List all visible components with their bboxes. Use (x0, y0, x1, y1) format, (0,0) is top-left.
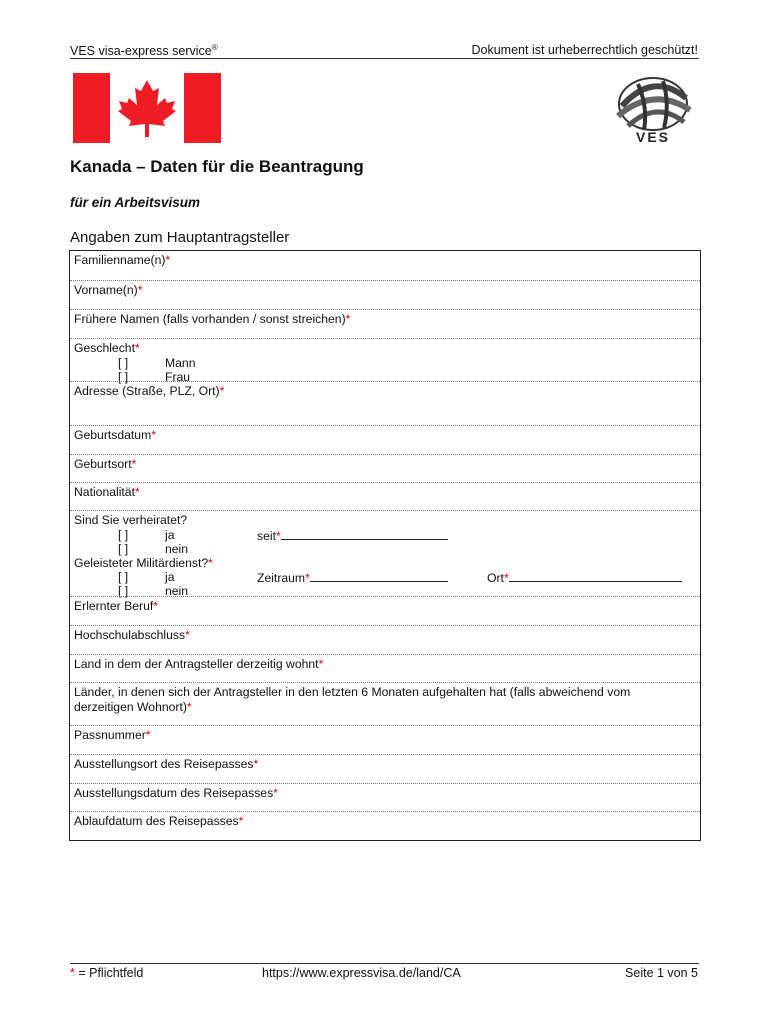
gender-male-checkbox[interactable]: [ ] (118, 355, 129, 370)
gender-female-label: Frau (165, 369, 191, 384)
footer-url[interactable]: https://www.expressvisa.de/land/CA (262, 966, 461, 980)
field-gender: Geschlecht* [ ] Mann [ ] Frau (70, 338, 700, 381)
applicant-form (69, 250, 701, 841)
field-surname[interactable]: Familienname(n)* (74, 253, 171, 267)
military-no-checkbox[interactable]: [ ] (118, 584, 129, 598)
footer-page-number: Seite 1 von 5 (625, 966, 698, 980)
header-company: VES visa-express service® (70, 43, 218, 59)
gender-female-checkbox[interactable]: [ ] (118, 369, 129, 384)
field-country-residence[interactable]: Land in dem der Antragsteller derzeitig wohnt* (70, 654, 700, 682)
field-firstname[interactable]: Vorname(n)* (70, 280, 700, 309)
page-subtitle: für ein Arbeitsvisum (70, 195, 201, 210)
field-degree[interactable]: Hochschulabschluss* (70, 625, 700, 654)
svg-text:VES: VES (635, 129, 671, 145)
military-period-field[interactable]: Zeitraum* (257, 570, 448, 586)
gender-male-label: Mann (165, 355, 196, 370)
header-copyright: Dokument ist urheberrechtlich geschützt! (471, 43, 698, 57)
field-birthdate[interactable]: Geburtsdatum* (70, 425, 700, 454)
married-since-field[interactable]: seit* (257, 528, 448, 544)
page-title: Kanada – Daten für die Beantragung (70, 157, 364, 176)
header-divider (70, 58, 699, 59)
field-passport-expiry[interactable]: Ablaufdatum des Reisepasses* (70, 811, 700, 840)
section-heading: Angaben zum Hauptantragsteller (70, 229, 290, 246)
field-former-names[interactable]: Frühere Namen (falls vorhanden / sonst streichen)* (70, 309, 700, 338)
field-profession[interactable]: Erlernter Beruf* (70, 596, 700, 625)
military-question: Geleisteter Militärdienst? (74, 555, 209, 570)
military-no-label: nein (165, 584, 189, 598)
field-nationality[interactable]: Nationalität* (70, 482, 700, 510)
military-yes-label: ja (165, 570, 175, 584)
field-address[interactable]: Adresse (Straße, PLZ, Ort)* (70, 381, 700, 425)
field-countries-6-months[interactable]: Länder, in denen sich der Antragsteller in den letzten 6 Monaten aufgehalten hat (falls abweichend vom derzeitigen Wohnort)* (70, 682, 700, 725)
field-passport-issue[interactable]: Ausstellungsdatum des Reisepasses* (70, 783, 700, 811)
military-yes-checkbox[interactable]: [ ] (118, 570, 129, 584)
footer-divider (70, 963, 699, 964)
married-yes-label: ja (165, 527, 175, 542)
field-passport-place[interactable]: Ausstellungsort des Reisepasses* (70, 754, 700, 783)
married-question: Sind Sie verheiratet? (74, 513, 188, 527)
field-passport-number[interactable]: Passnummer* (70, 725, 700, 754)
canada-flag-icon (73, 73, 221, 143)
married-yes-checkbox[interactable]: [ ] (118, 527, 129, 542)
footer-legend: * = Pflichtfeld (70, 966, 144, 980)
field-married-military: Sind Sie verheiratet? [ ] ja seit* [ ] nein Geleisteter Militärdienst?* [ ] ja Zeitraum* Ort* [ ] nein (70, 510, 700, 596)
military-place-field[interactable]: Ort* (487, 570, 682, 586)
married-no-label: nein (165, 541, 189, 556)
field-birthplace[interactable]: Geburtsort* (70, 454, 700, 482)
ves-logo-icon (608, 76, 698, 146)
married-no-checkbox[interactable]: [ ] (118, 541, 129, 556)
